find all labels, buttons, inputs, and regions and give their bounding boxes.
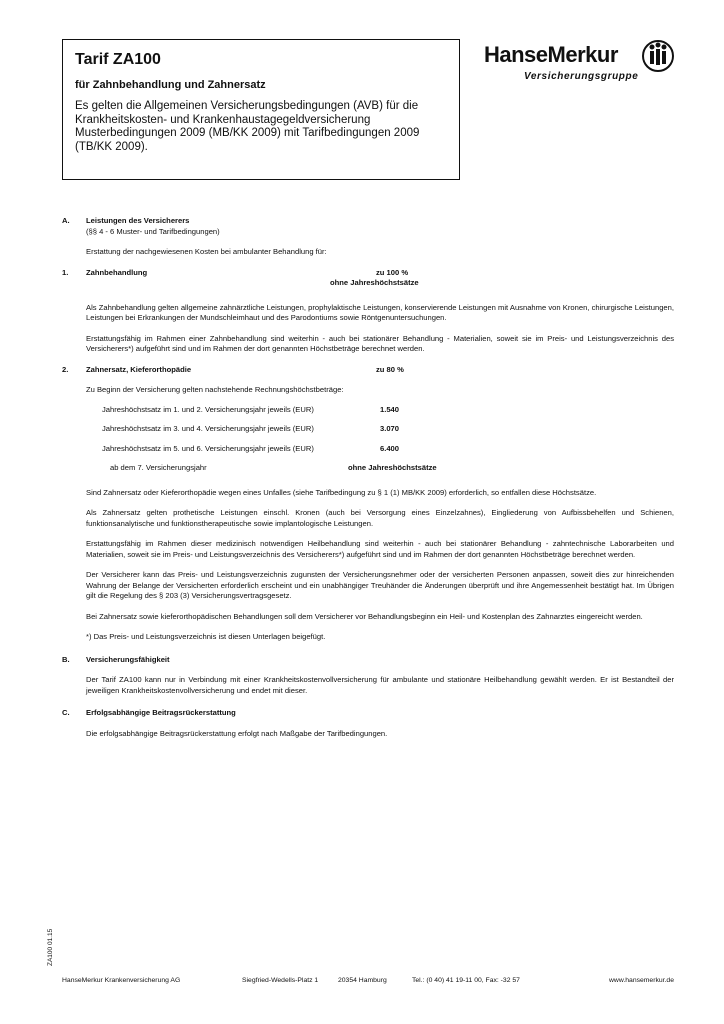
section-b bbox=[62, 655, 674, 697]
limits-value: 1.540 bbox=[380, 404, 400, 414]
logo-tagline: Versicherungsgruppe bbox=[524, 71, 639, 82]
section-a-letter: A. bbox=[62, 216, 70, 225]
section-a-lead: Erstattung der nachgewiesenen Kosten bei ambulanter Behandlung für: bbox=[86, 247, 327, 256]
item-2-row bbox=[62, 365, 674, 376]
item-2-lead: Zu Beginn der Versicherung gelten nachstehende Rechnungshöchstbeträge: bbox=[86, 385, 344, 394]
limits-value: 6.400 bbox=[380, 443, 400, 453]
limits-value: ohne Jahreshöchstsätze bbox=[348, 463, 437, 472]
company-logo bbox=[484, 38, 674, 88]
limits-row bbox=[102, 463, 674, 474]
limits-label: Jahreshöchstsatz im 3. und 4. Versicherungsjahr jeweils (EUR) bbox=[102, 424, 314, 433]
section-a-title: Leistungen des Versicherers bbox=[86, 216, 190, 225]
section-a-note: (§§ 4 - 6 Muster- und Tarifbedingungen) bbox=[86, 226, 220, 236]
footer-city: 20354 Hamburg bbox=[338, 977, 387, 984]
item-2-paragraph-3: Erstattungsfähig im Rahmen dieser medizinisch notwendigen Heilbehandlung sind weiterhin - auch bei stationärer Behandlung - zahntechnische Laborarbeiten und Materialien, soweit sie im Preis- und Leistungsverzeichnis des Versicherers*) aufgeführt sind und im Rahmen der dort genannten Höchstbeträge berechnet werden. bbox=[86, 539, 674, 559]
item-2-paragraph-5: Bei Zahnersatz sowie kieferorthopädischen Behandlungen soll dem Versicherer vor Behandlungsbeginn ein Heil- und Kostenplan des Zahnarztes eingereicht werden. bbox=[86, 611, 643, 621]
footer-company: HanseMerkur Krankenversicherung AG bbox=[62, 977, 181, 984]
item-1-label: Zahnbehandlung bbox=[86, 267, 148, 277]
logo-figures-icon bbox=[642, 38, 674, 74]
item-1-row bbox=[62, 268, 674, 279]
section-b-letter: B. bbox=[62, 654, 70, 664]
limits-row bbox=[102, 424, 674, 435]
tariff-title: Tarif ZA100 bbox=[75, 51, 161, 68]
item-2-paragraph-4: Der Versicherer kann das Preis- und Leistungsverzeichnis zugunsten der Versicherungsnehmer oder der versicherten Personen anpassen, soweit dies zur hinreichenden Wahrung der Belange der Versicherten erforderlich erscheint und ein unabhängiger Treuhänder die Änderungen überprüft und ihre Angemessenheit bestätigt hat. Im Übrigen gilt die Regelung des § 203 (3) Versicherungsvertragsgesetz. bbox=[86, 570, 674, 600]
limits-label: Jahreshöchstsatz im 5. und 6. Versicherungsjahr jeweils (EUR) bbox=[102, 443, 314, 453]
logo-wordmark: HanseMerkur bbox=[484, 42, 618, 67]
limits-table bbox=[102, 405, 674, 474]
item-1-paragraph-2: Erstattungsfähig im Rahmen einer Zahnbehandlung sind weiterhin - auch bei stationärer Behandlung - Materialien, soweit sie im Preis- und Leistungsverzeichnis des Versicherers*) aufgeführt sind und im Rahmen der dort genannten Höchstbeträge berechnet werden. bbox=[86, 333, 674, 353]
section-b-text: Der Tarif ZA100 kann nur in Verbindung mit einer Krankheitskostenvollversicherung für ambulante und stationäre Heilbehandlung gewählt werden. Er ist Bestandteil der jeweiligen Krankheitskostenvollversicherung und endet mit dieser. bbox=[86, 675, 674, 695]
footer-street: Siegfried-Wedells-Platz 1 bbox=[242, 977, 319, 984]
tariff-header-box bbox=[62, 39, 460, 180]
section-c-text: Die erfolgsabhängige Beitragsrückerstattung erfolgt nach Maßgabe der Tarifbedingungen. bbox=[86, 728, 388, 738]
document-body bbox=[62, 216, 674, 739]
section-c bbox=[62, 708, 674, 739]
item-2-label: Zahnersatz, Kieferorthopädie bbox=[86, 364, 192, 374]
item-2-number: 2. bbox=[62, 364, 69, 374]
section-a bbox=[62, 216, 674, 643]
item-1-rate-note: ohne Jahreshöchstsätze bbox=[330, 278, 419, 287]
limits-label: Jahreshöchstsatz im 1. und 2. Versicherungsjahr jeweils (EUR) bbox=[102, 404, 314, 414]
footer-website-link[interactable]: www.hansemerkur.de bbox=[609, 977, 674, 984]
section-c-title: Erfolgsabhängige Beitragsrückerstattung bbox=[86, 708, 236, 717]
item-1-number: 1. bbox=[62, 267, 69, 277]
margin-code bbox=[47, 916, 57, 966]
item-2-rate: zu 80 % bbox=[376, 364, 404, 374]
footnote: *) Das Preis- und Leistungsverzeichnis ist diesen Unterlagen beigefügt. bbox=[86, 632, 326, 641]
item-2-paragraph-2: Als Zahnersatz gelten prothetische Leistungen einschl. Kronen (auch bei Versorgung eines Einzelzahnes), Eingliederung von Aufbissbehelfen und Schienen, funktionsanalytische und funktionstherapeutische sowie implantologische Leistungen. bbox=[86, 508, 674, 528]
margin-code-text: ZA100 01.15 bbox=[47, 928, 54, 966]
item-1-rate: zu 100 % bbox=[376, 267, 409, 277]
tariff-subtitle: für Zahnbehandlung und Zahnersatz bbox=[75, 79, 266, 91]
item-2-paragraph-1: Sind Zahnersatz oder Kieferorthopädie wegen eines Unfalles (siehe Tarifbedingung zu § 1 (1) MB/KK 2009) erforderlich, so entfallen diese Höchstsätze. bbox=[86, 487, 597, 497]
section-c-letter: C. bbox=[62, 708, 70, 717]
limits-row bbox=[102, 444, 674, 455]
section-b-title: Versicherungsfähigkeit bbox=[86, 654, 170, 664]
item-1-paragraph-1: Als Zahnbehandlung gelten allgemeine zahnärztliche Leistungen, prophylaktische Leistungen, konservierende Leistungen mit Ausnahme von Kronen, chirurgische Leistungen, Leistungen bei Erkrankungen der Mundschleimhaut und des Parodontiums sowie Röntgenuntersuchungen. bbox=[86, 302, 674, 322]
limits-label: ab dem 7. Versicherungsjahr bbox=[110, 463, 207, 472]
footer-phone: Tel.: (0 40) 41 19-11 00, Fax: -32 57 bbox=[412, 977, 520, 984]
page-footer bbox=[62, 977, 674, 984]
limits-row bbox=[102, 405, 674, 416]
tariff-intro: Es gelten die Allgemeinen Versicherungsbedingungen (AVB) für die Krankheitskosten- und Krankenhaustagegeldversicherung Musterbedingungen 2009 (MB/KK 2009) mit Tarifbedingungen 2009 (TB/KK 2009). bbox=[75, 100, 420, 153]
limits-value: 3.070 bbox=[380, 424, 400, 433]
